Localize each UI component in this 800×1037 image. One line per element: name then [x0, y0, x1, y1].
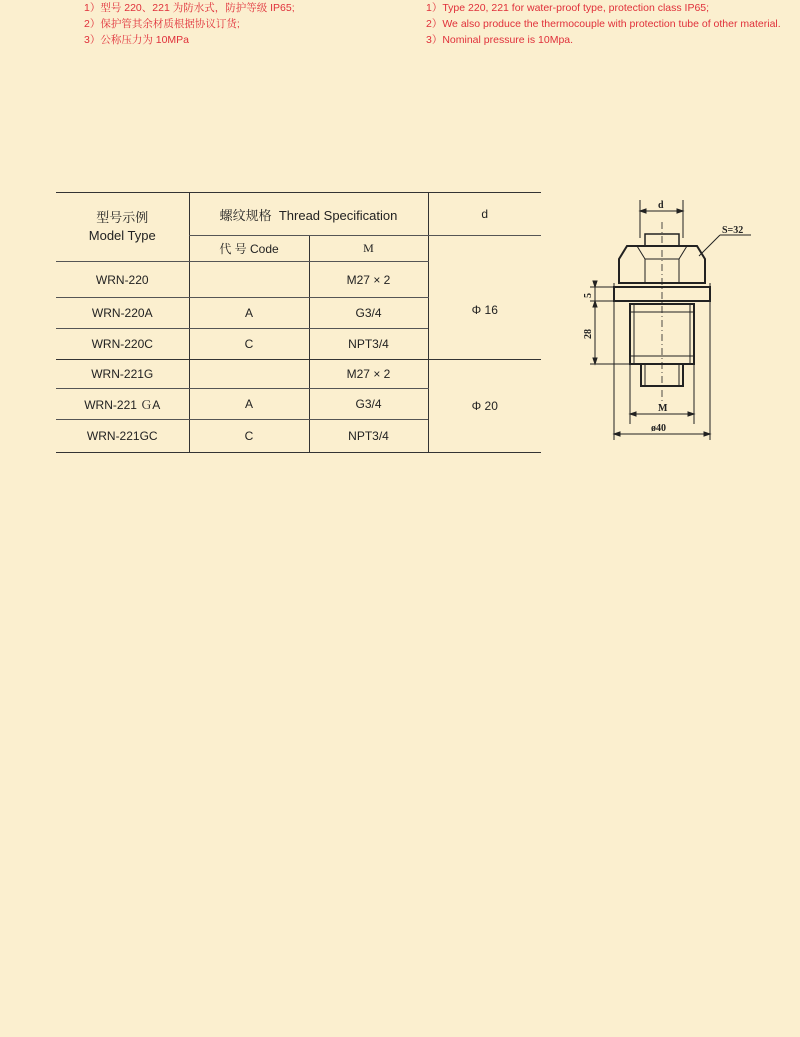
- cell-m: NPT3/4: [309, 329, 428, 360]
- cell-code: C: [189, 329, 309, 360]
- header-code: 代 号 Code: [189, 236, 309, 262]
- note-cn-2: 2）保护管其余材质根据协议订货;: [84, 18, 240, 30]
- label-s: S=32: [722, 225, 744, 236]
- table-row: [56, 262, 541, 298]
- cell-code: [189, 360, 309, 389]
- header-m: M: [309, 236, 428, 262]
- cell-model: WRN-220A: [56, 298, 189, 329]
- note-en-3: 3）Nominal pressure is 10Mpa.: [426, 34, 574, 46]
- cell-d-group2: Φ 20: [428, 360, 541, 453]
- header-d: d: [428, 193, 541, 236]
- label-5: 5: [583, 293, 594, 298]
- fitting-drawing: [575, 196, 775, 446]
- label-d: d: [658, 200, 664, 211]
- thread-spec-table: [56, 192, 541, 453]
- cell-m: G3/4: [309, 298, 428, 329]
- cell-m: M27 × 2: [309, 262, 428, 298]
- header-model-en: Model Type: [88, 228, 156, 243]
- cell-code: [189, 262, 309, 298]
- header-model-cn: 型号示例: [96, 210, 149, 225]
- label-28: 28: [583, 329, 594, 339]
- cell-model: WRN-220C: [56, 329, 189, 360]
- note-cn-3: 3）公称压力为 10MPa: [84, 34, 190, 46]
- cell-model: WRN-221G: [56, 360, 189, 389]
- cell-model: WRN-221GC: [56, 420, 189, 453]
- note-en-2: 2）We also produce the thermocouple with protection tube of other material.: [426, 18, 781, 30]
- notes-chinese: [84, 0, 295, 48]
- label-40: ø40: [651, 423, 666, 434]
- cell-m: NPT3/4: [309, 420, 428, 453]
- note-en-1: 1）Type 220, 221 for water-proof type, protection class IP65;: [426, 2, 710, 14]
- cell-code: C: [189, 420, 309, 453]
- header-thread-spec: 螺纹规格 Thread Specification: [189, 193, 428, 236]
- cell-code: A: [189, 389, 309, 420]
- cell-model: WRN-221 ＧA: [56, 389, 189, 420]
- notes-english: [426, 0, 781, 48]
- cell-m: M27 × 2: [309, 360, 428, 389]
- header-model-type: [56, 193, 189, 262]
- cell-m: G3/4: [309, 389, 428, 420]
- table-row: [56, 360, 541, 389]
- cell-model: WRN-220: [56, 262, 189, 298]
- label-m: M: [658, 403, 668, 414]
- cell-code: A: [189, 298, 309, 329]
- note-cn-1: 1）型号 220、221 为防水式，防护等级 IP65;: [84, 2, 295, 14]
- cell-d-group1: Φ 16: [428, 262, 541, 360]
